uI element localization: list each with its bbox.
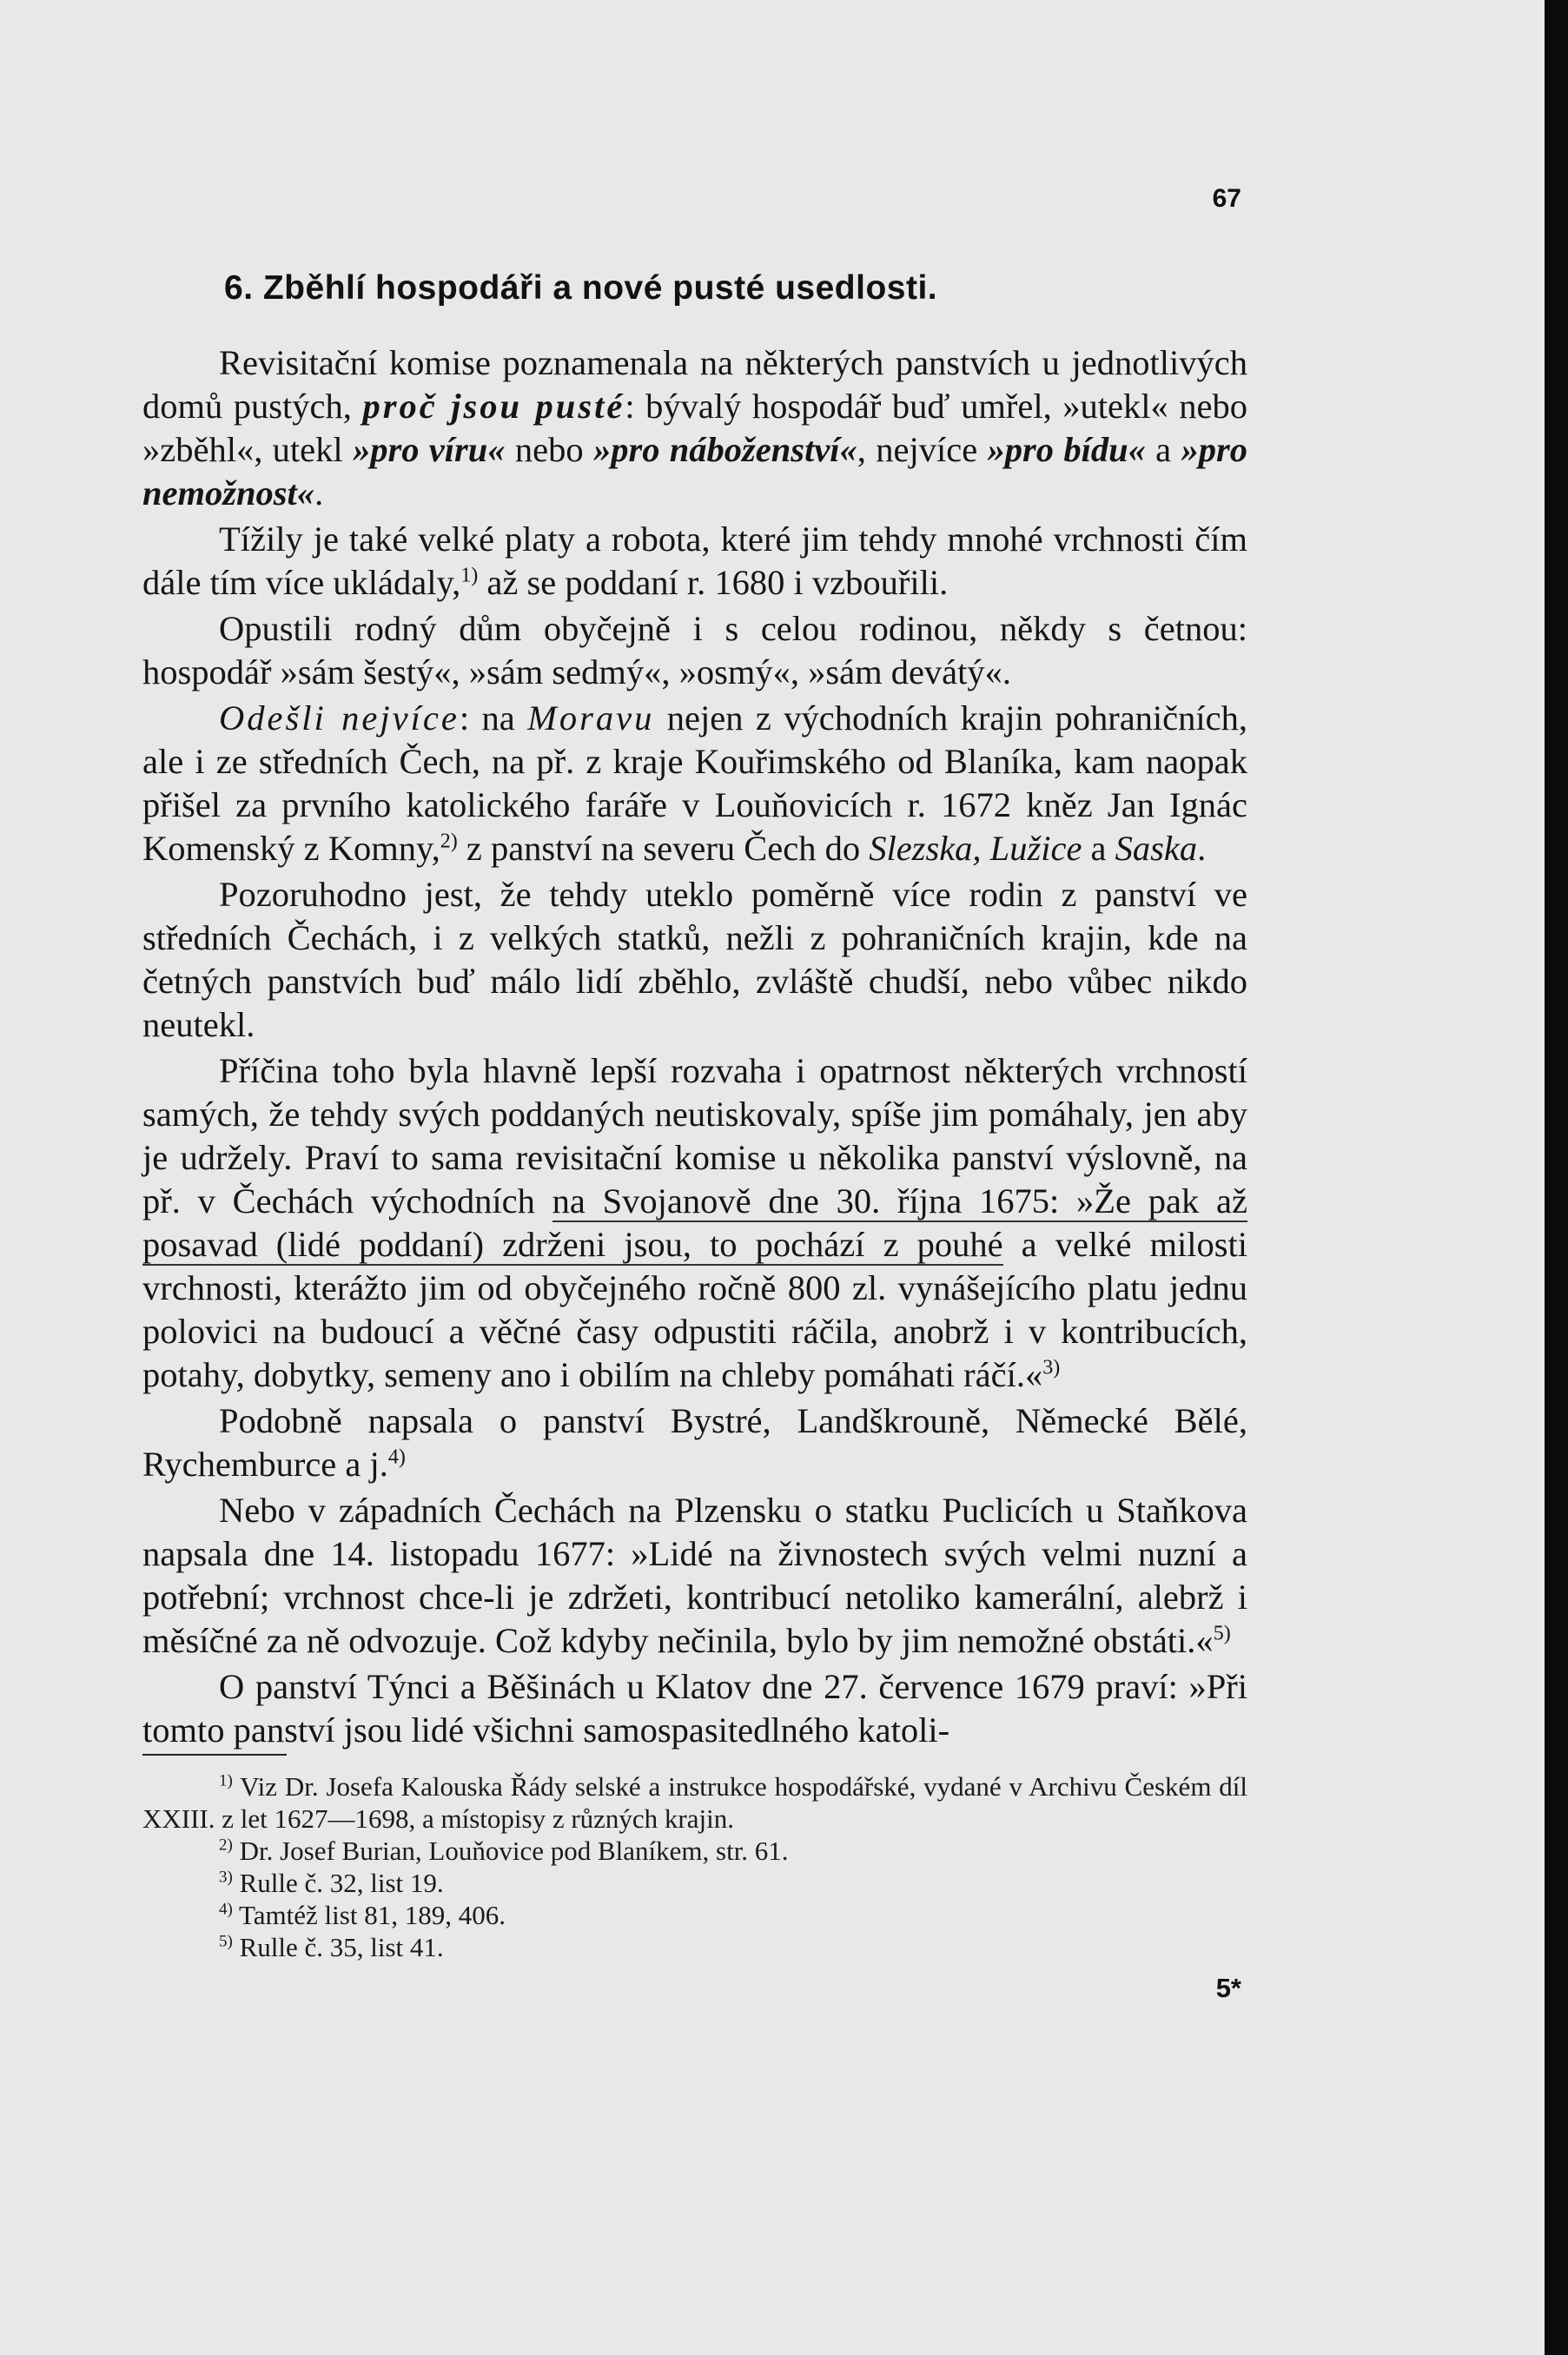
footnote-ref: 5): [1213, 1622, 1231, 1645]
footnote: [142, 1867, 1247, 1899]
footnote-ref: 3): [1042, 1356, 1061, 1379]
footnote-number: 4): [219, 1900, 233, 1919]
footnote-rule: [142, 1754, 287, 1756]
footnote-number: 1): [219, 1771, 233, 1790]
footnote-text: Dr. Josef Burian, Louňovice pod Blaníkem, str. 61.: [232, 1836, 789, 1866]
footnote: [142, 1931, 1247, 1963]
text-run: a: [1082, 829, 1115, 868]
footnote-ref: 2): [440, 830, 458, 853]
emphasis: proč jsou pusté: [362, 387, 625, 426]
footnote-text: Viz Dr. Josefa Kalouska Řády selské a instrukce hospodářské, vydané v Archivu Českém díl XXIII. z let 1627—1698, a místopisy z různých krajin.: [142, 1771, 1247, 1834]
text-run: : bývalý hospodář buď umřel, »utekl« nebo »zběhl«, utekl: [142, 387, 1247, 469]
text-run: : na: [459, 698, 528, 738]
paragraph-5: Pozoruhodno jest, že tehdy uteklo poměrně více rodin z panství ve středních Čechách, i z velkých statků, nežli z pohraničních krajin, kde na četných panstvích buď málo lidí zběhlo, zvláště chudší, nebo vůbec nikdo neutekl.: [142, 875, 1247, 1044]
text-run: z panství na severu Čech do: [457, 829, 870, 868]
paragraph-8: [142, 1489, 1247, 1663]
paragraph-6: [142, 1049, 1247, 1397]
paragraph-9: O panství Týnci a Běšinách u Klatov dne 27. července 1679 praví: »Při tomto panství jsou lidé všichni samospasitedlného katoli-: [142, 1667, 1247, 1750]
text-run: a: [1145, 430, 1181, 469]
footnotes: [142, 1770, 1247, 1963]
body-text: [142, 341, 1247, 1755]
paragraph-4: [142, 697, 1247, 870]
text-run: nebo: [505, 430, 593, 469]
text-run: Příčina toho byla hlavně lepší rozvaha i opatrnost některých vrchností samých, že tehdy svých poddaných neutiskovaly, spíše jim pomáhaly, jen aby je udržely. Praví to sama revisitační komise u několika panství výslovně, na př. v Čechách východních: [142, 1051, 1247, 1220]
text-run: .: [1197, 829, 1207, 868]
text-run: Revisitační komise poznamenala na některých panstvích u jednotlivých domů pustých,: [142, 343, 1247, 426]
text-run: Podobně napsala o panství Bystré, Landškrouně, Německé Bělé, Rychemburce a j.: [142, 1401, 1247, 1484]
emphasis: »pro víru«: [352, 430, 506, 469]
scan-dark-edge: [1545, 0, 1568, 2355]
footnote-ref: 4): [387, 1445, 406, 1469]
paragraph-2: [142, 518, 1247, 605]
underlined-passage: na Svojanově dne 30. října 1675: »Že pak až posavad (lidé poddaní) zdrženi jsou, to pochází z pouhé: [142, 1181, 1248, 1264]
footnote: [142, 1899, 1247, 1931]
footnote-text: Tamtéž list 81, 189, 406.: [232, 1900, 506, 1930]
text-run: až se poddaní r. 1680 i vzbouřili.: [478, 563, 949, 602]
text-run: nejen z východních krajin pohraničních, ale i ze středních Čech, na př. z kraje Kouřimského od Blaníka, kam naopak přišel za prvního katolického faráře v Louňovicích r. 1672 kněz Jan Ignác Komenský z Komny,: [142, 698, 1247, 868]
footnote: [142, 1835, 1247, 1867]
emphasis: »pro nemožnost«: [142, 430, 1247, 513]
emphasis: Moravu: [527, 698, 655, 738]
emphasis: Odešli nejvíce: [219, 698, 460, 738]
text-run: .: [314, 473, 324, 513]
footnote-number: 3): [219, 1868, 233, 1887]
paragraph-1: [142, 341, 1247, 515]
footnote: [142, 1770, 1247, 1835]
text-run: Nebo v západních Čechách na Plzensku o statku Puclicích u Staňkova napsala dne 14. listopadu 1677: »Lidé na živnostech svých velmi nuzní a potřební; vrchnost chce-li je zdržeti, kontribucí netoliko kamerální, alebrž i měsíčné za ně odvozuje. Což kdyby nečinila, bylo by jim nemožné obstáti.«: [142, 1491, 1247, 1660]
signature-mark: 5*: [1215, 1973, 1241, 2003]
paragraph-7: [142, 1399, 1247, 1486]
footnote-ref: 1): [460, 564, 479, 587]
text-run: a velké milosti vrchnosti, kterážto jim od obyčejného ročně 800 zl. vynášejícího platu jednu polovici na budoucí a věčné časy odpustiti ráčila, anobrž i v kontribucích, potahy, dobytky, semeny ano i obilím na chleby pomáhati ráčí.«: [142, 1225, 1248, 1394]
page-number: 67: [1212, 184, 1241, 213]
section-heading: 6. Zběhlí hospodáři a nové pusté usedlosti.: [224, 269, 938, 307]
footnote-text: Rulle č. 32, list 19.: [232, 1868, 444, 1898]
emphasis: Slezska, Lužice: [869, 829, 1082, 868]
text-run: Tížily je také velké platy a robota, které jim tehdy mnohé vrchnosti čím dále tím více ukládaly,: [142, 519, 1247, 602]
emphasis: »pro bídu«: [987, 430, 1146, 469]
footnote-number: 5): [219, 1932, 233, 1951]
paragraph-3: Opustili rodný dům obyčejně i s celou rodinou, někdy s četnou: hospodář »sám šestý«, »sám sedmý«, »osmý«, »sám devátý«.: [142, 609, 1247, 691]
footnote-number: 2): [219, 1836, 233, 1855]
emphasis: »pro náboženství«: [592, 430, 857, 469]
emphasis: Saska: [1115, 829, 1198, 868]
footnote-text: Rulle č. 35, list 41.: [232, 1932, 444, 1962]
text-run: , nejvíce: [857, 430, 988, 469]
